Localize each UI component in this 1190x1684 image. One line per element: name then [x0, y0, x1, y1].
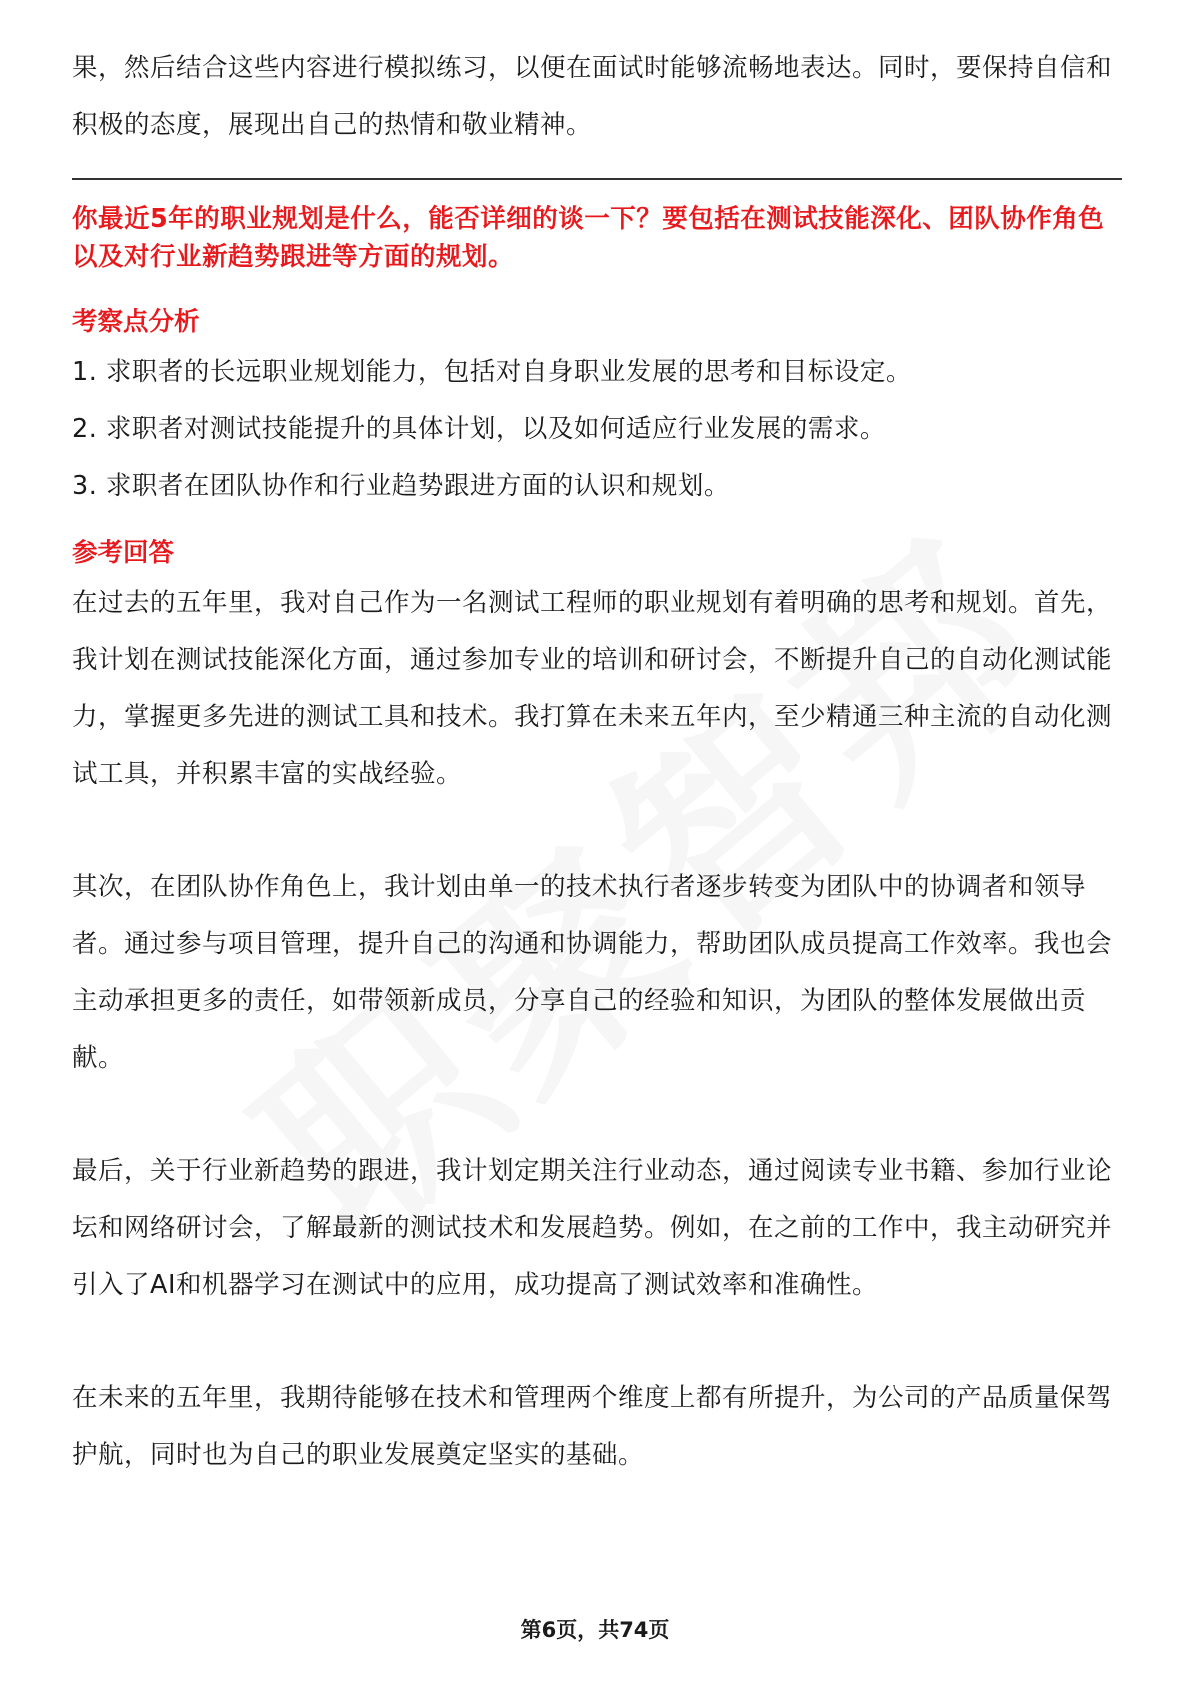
answer-paragraph: 在未来的五年里，我期待能够在技术和管理两个维度上都有所提升，为公司的产品质量保驾护航，同时也为自己的职业发展奠定坚实的基础。 — [72, 1383, 1113, 1470]
analysis-item: 3. 求职者在团队协作和行业趋势跟进方面的认识和规划。 — [72, 471, 730, 501]
page-number: 第6页，共74页 — [520, 1618, 670, 1642]
answer-title: 参考回答 — [72, 538, 175, 568]
answer-body — [72, 575, 1122, 1484]
intro-paragraph: 果，然后结合这些内容进行模拟练习，以便在面试时能够流畅地表达。同时，要保持自信和积极的态度，展现出自己的热情和敬业精神。 — [72, 53, 1113, 140]
analysis-item: 1. 求职者的长远职业规划能力，包括对自身职业发展的思考和目标设定。 — [72, 357, 912, 387]
answer-paragraph: 在过去的五年里，我对自己作为一名测试工程师的职业规划有着明确的思考和规划。首先，我计划在测试技能深化方面，通过参加专业的培训和研讨会，不断提升自己的自动化测试能力，掌握更多先进的测试工具和技术。我打算在未来五年内，至少精通三种主流的自动化测试工具，并积累丰富的实战经验。 — [72, 588, 1113, 789]
analysis-title: 考察点分析 — [72, 307, 200, 337]
interview-question: 你最近5年的职业规划是什么，能否详细的谈一下？要包括在测试技能深化、团队协作角色以及对行业新趋势跟进等方面的规划。 — [72, 204, 1105, 272]
answer-paragraph: 其次，在团队协作角色上，我计划由单一的技术执行者逐步转变为团队中的协调者和领导者。通过参与项目管理，提升自己的沟通和协调能力，帮助团队成员提高工作效率。我也会主动承担更多的责任，如带领新成员，分享自己的经验和知识，为团队的整体发展做出贡献。 — [72, 872, 1113, 1073]
document-page — [72, 40, 1122, 1540]
analysis-item: 2. 求职者对测试技能提升的具体计划，以及如何适应行业发展的需求。 — [72, 414, 886, 444]
analysis-list — [72, 344, 1122, 515]
section-divider — [72, 178, 1122, 180]
answer-paragraph: 最后，关于行业新趋势的跟进，我计划定期关注行业动态，通过阅读专业书籍、参加行业论坛和网络研讨会，了解最新的测试技术和发展趋势。例如，在之前的工作中，我主动研究并引入了AI和机器学习在测试中的应用，成功提高了测试效率和准确性。 — [72, 1156, 1113, 1300]
